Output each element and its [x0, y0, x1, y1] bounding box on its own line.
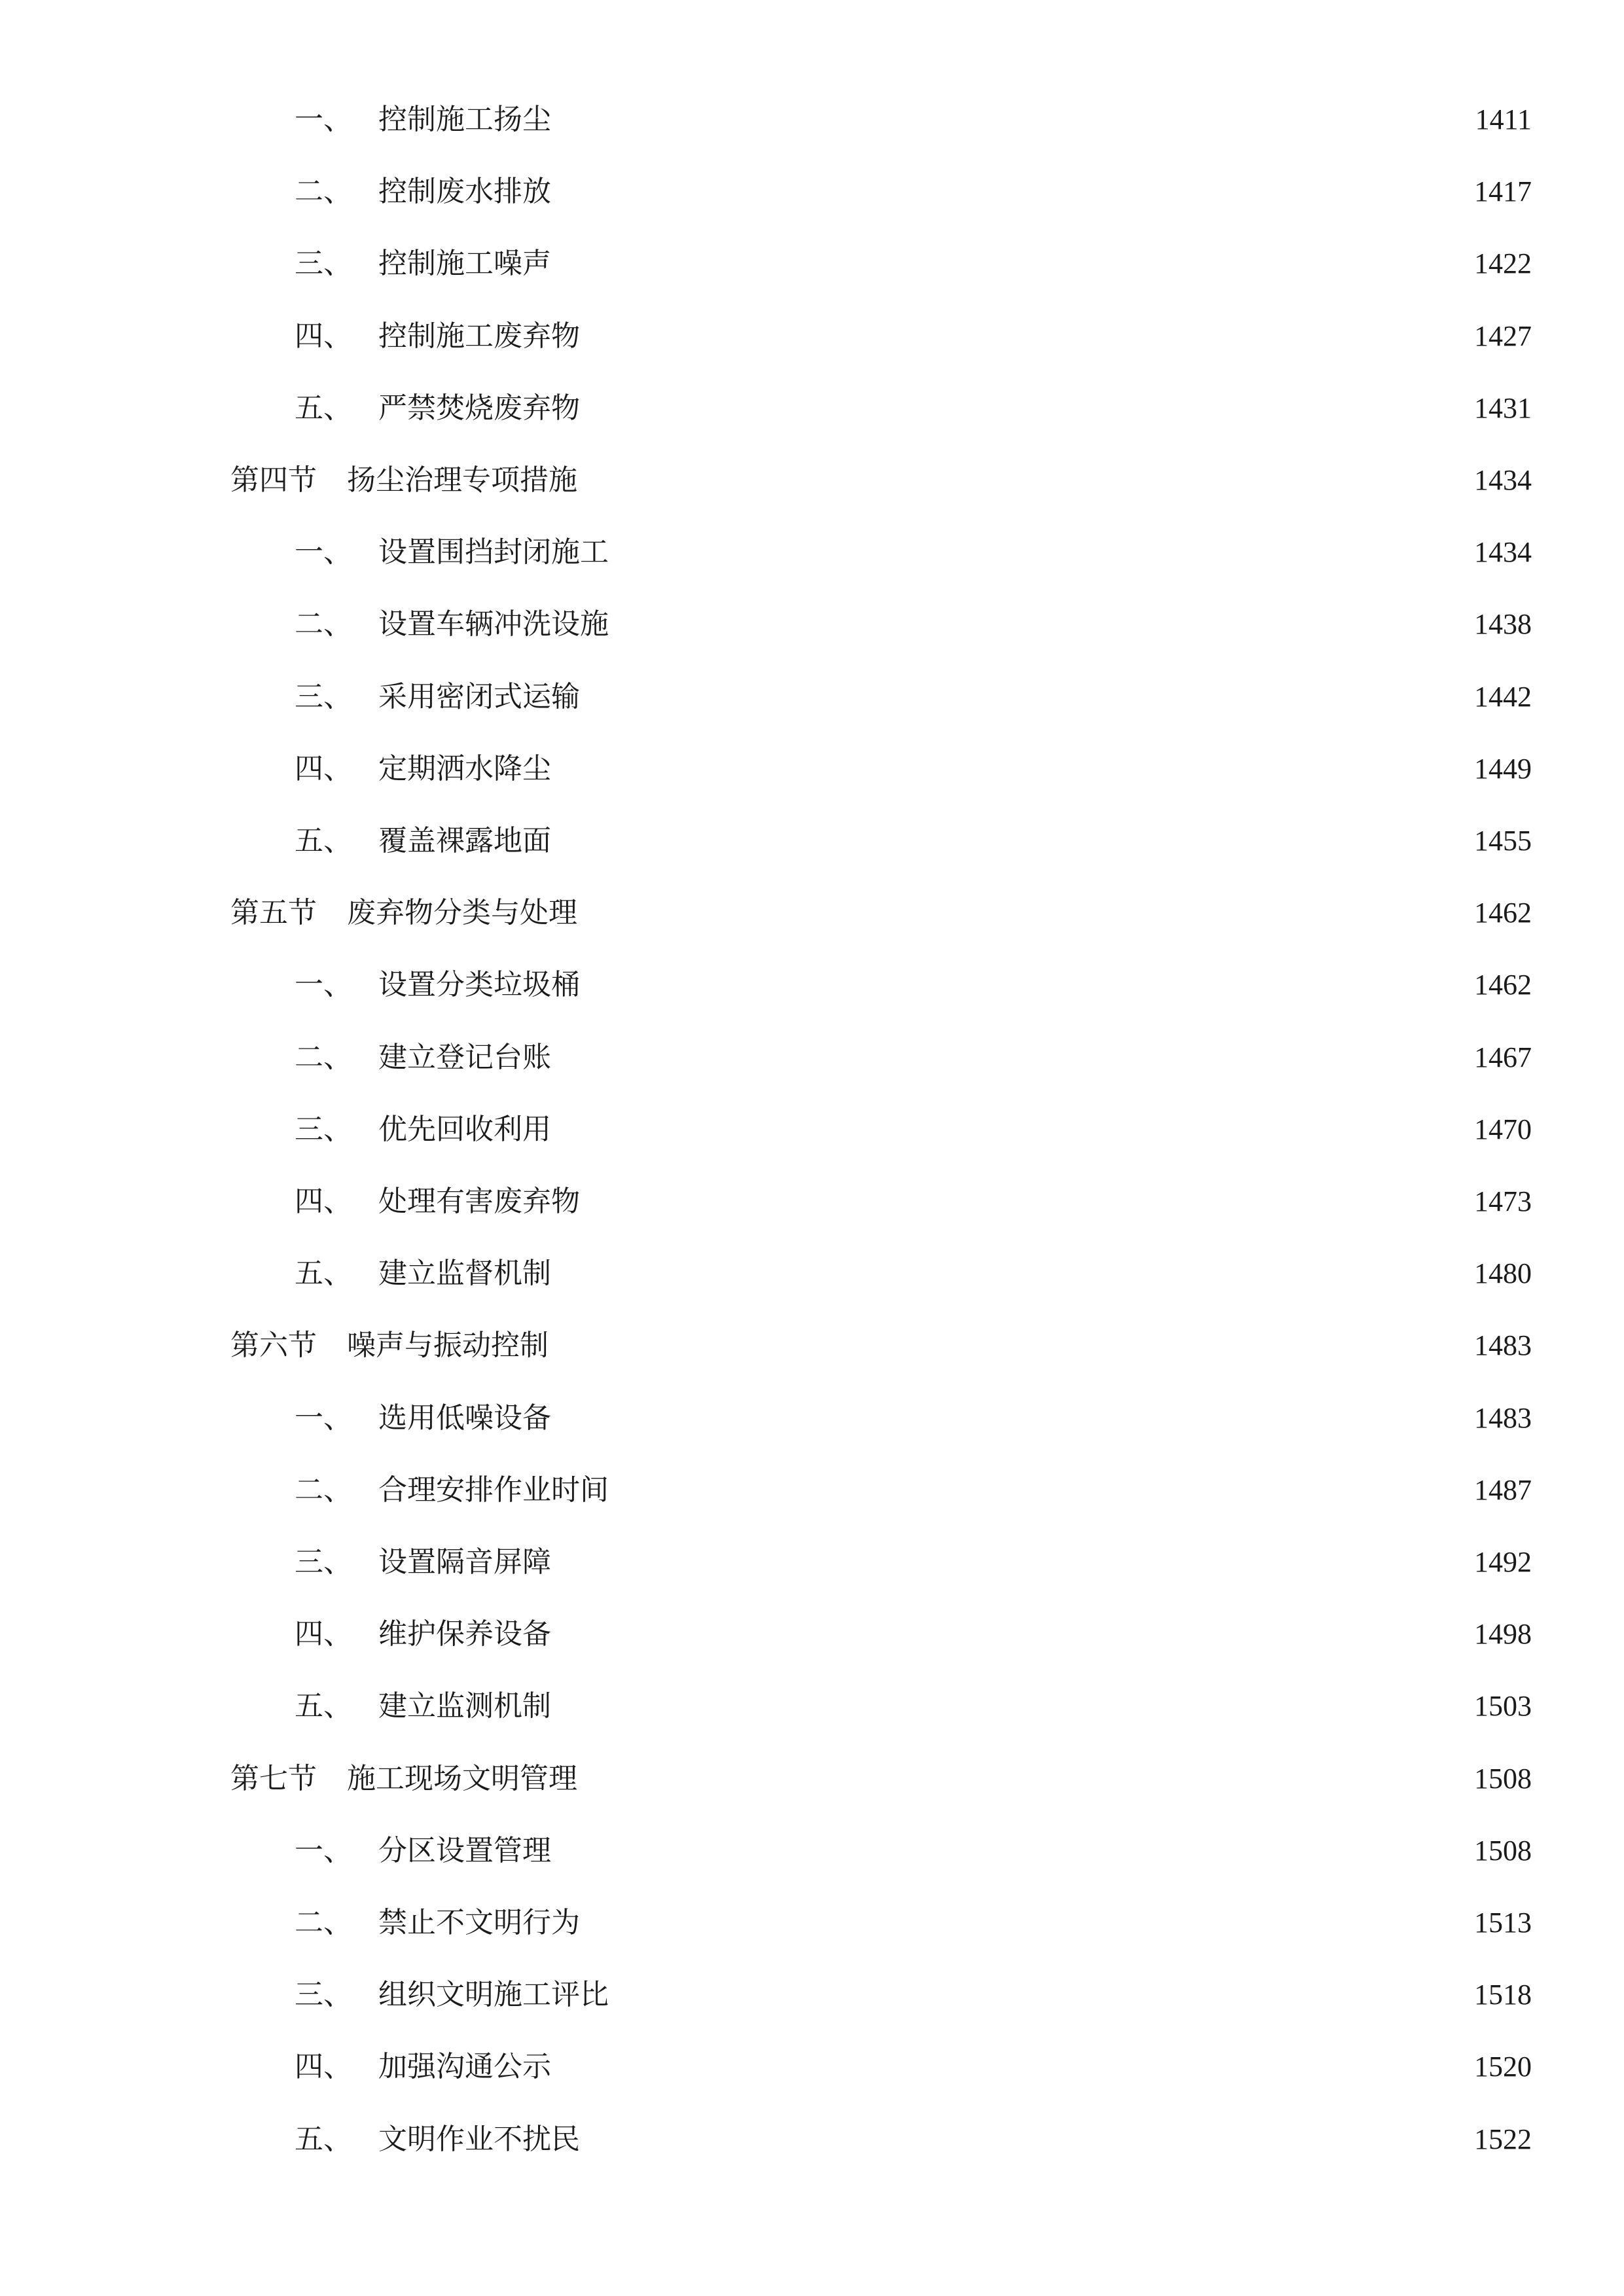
- toc-dot-leader: [555, 1404, 1461, 1433]
- toc-subsection-entry[interactable]: [295, 1094, 1532, 1166]
- toc-dot-leader: [555, 827, 1461, 855]
- toc-dot-leader: [555, 755, 1461, 783]
- toc-entry-title: 控制施工噪声: [378, 247, 551, 280]
- toc-entry-page-number: 1508: [1474, 1835, 1532, 1867]
- toc-dot-leader: [584, 2125, 1461, 2154]
- toc-entry-page-number: 1513: [1474, 1907, 1532, 1939]
- toc-entry-page-number: 1422: [1474, 247, 1532, 279]
- toc-entry-page-number: 1467: [1474, 1041, 1532, 1073]
- toc-entry-title: 建立登记台账: [378, 1041, 551, 1074]
- toc-entry-number: 第七节: [230, 1762, 317, 1795]
- toc-dot-leader: [613, 1981, 1461, 2009]
- toc-dot-leader: [555, 105, 1462, 134]
- toc-dot-leader: [555, 1692, 1461, 1721]
- toc-entry-title: 严禁焚烧废弃物: [378, 391, 580, 425]
- toc-subsection-entry[interactable]: [295, 1598, 1532, 1670]
- toc-entry-title: 组织文明施工评比: [378, 1978, 609, 2011]
- toc-dot-leader: [584, 322, 1461, 351]
- toc-entry-title: 施工现场文明管理: [347, 1762, 577, 1795]
- toc-entry-number: 五、: [295, 1689, 352, 1723]
- toc-entry-number: 三、: [295, 1545, 352, 1579]
- toc-entry-title: 处理有害废弃物: [378, 1185, 580, 1218]
- toc-subsection-entry[interactable]: [295, 949, 1532, 1021]
- toc-dot-leader: [584, 971, 1461, 999]
- toc-subsection-entry[interactable]: [295, 1166, 1532, 1238]
- toc-subsection-entry[interactable]: [295, 805, 1532, 877]
- toc-entry-page-number: 1462: [1474, 969, 1532, 1001]
- toc-subsection-entry[interactable]: [295, 588, 1532, 660]
- toc-entry-number: 五、: [295, 391, 352, 425]
- toc-dot-leader: [555, 1548, 1461, 1577]
- toc-entry-title: 扬尘治理专项措施: [347, 463, 577, 497]
- toc-subsection-entry[interactable]: [295, 2104, 1532, 2176]
- toc-dot-leader: [584, 683, 1461, 711]
- toc-dot-leader: [613, 610, 1461, 639]
- toc-dot-leader: [555, 177, 1461, 206]
- toc-entry-number: 三、: [295, 1113, 352, 1146]
- toc-entry-page-number: 1470: [1474, 1113, 1532, 1145]
- toc-entry-number: 四、: [295, 752, 352, 785]
- toc-entry-page-number: 1455: [1474, 825, 1532, 857]
- toc-subsection-entry[interactable]: [295, 1887, 1532, 1959]
- toc-entry-page-number: 1498: [1474, 1618, 1532, 1650]
- toc-entry-number: 二、: [295, 1041, 352, 1074]
- toc-subsection-entry[interactable]: [295, 661, 1532, 733]
- toc-dot-leader: [581, 1765, 1461, 1793]
- toc-entry-title: 设置分类垃圾桶: [378, 968, 580, 1001]
- toc-entry-title: 建立监测机制: [378, 1689, 551, 1723]
- toc-entry-page-number: 1431: [1474, 392, 1532, 424]
- toc-dot-leader: [555, 2053, 1461, 2081]
- toc-entry-number: 二、: [295, 1473, 352, 1507]
- toc-dot-leader: [581, 899, 1461, 927]
- toc-dot-leader: [613, 538, 1461, 567]
- toc-entry-number: 五、: [295, 824, 352, 857]
- toc-dot-leader: [555, 1115, 1461, 1144]
- toc-entry-page-number: 1442: [1474, 681, 1532, 713]
- toc-entry-number: 第四节: [230, 463, 317, 497]
- toc-entry-number: 五、: [295, 1257, 352, 1290]
- toc-entry-title: 建立监督机制: [378, 1257, 551, 1290]
- toc-entry-page-number: 1449: [1474, 753, 1532, 785]
- toc-entry-page-number: 1518: [1474, 1979, 1532, 2011]
- toc-entry-number: 一、: [295, 535, 352, 569]
- toc-dot-leader: [581, 466, 1461, 495]
- toc-entry-title: 噪声与振动控制: [347, 1329, 549, 1362]
- toc-entry-number: 第六节: [230, 1329, 317, 1362]
- toc-entry-title: 定期洒水降尘: [378, 752, 551, 785]
- toc-entry-number: 三、: [295, 680, 352, 713]
- toc-entry-number: 二、: [295, 607, 352, 641]
- toc-entry-number: 三、: [295, 247, 352, 280]
- toc-entry-number: 一、: [295, 1834, 352, 1867]
- toc-dot-leader: [555, 1620, 1461, 1649]
- toc-entry-number: 四、: [295, 2050, 352, 2083]
- toc-subsection-entry[interactable]: [295, 1959, 1532, 2031]
- toc-entry-number: 一、: [295, 968, 352, 1001]
- toc-entry-title: 设置车辆冲洗设施: [378, 607, 609, 641]
- toc-section-entry[interactable]: [230, 444, 1532, 516]
- toc-dot-leader: [555, 1043, 1461, 1072]
- toc-entry-number: 第五节: [230, 896, 317, 929]
- toc-section-entry[interactable]: [230, 1310, 1532, 1382]
- toc-entry-title: 合理安排作业时间: [378, 1473, 609, 1507]
- toc-entry-page-number: 1438: [1474, 608, 1532, 640]
- toc-entry-number: 四、: [295, 319, 352, 353]
- toc-entry-title: 覆盖裸露地面: [378, 824, 551, 857]
- toc-entry-page-number: 1483: [1474, 1402, 1532, 1434]
- toc-subsection-entry[interactable]: [295, 1815, 1532, 1887]
- toc-entry-page-number: 1487: [1474, 1474, 1532, 1506]
- toc-entry-title: 加强沟通公示: [378, 2050, 551, 2083]
- toc-entry-number: 四、: [295, 1185, 352, 1218]
- toc-entry-number: 五、: [295, 2123, 352, 2156]
- toc-entry-number: 一、: [295, 103, 352, 136]
- toc-entry-page-number: 1427: [1474, 320, 1532, 352]
- toc-dot-leader: [555, 1837, 1461, 1865]
- toc-entry-title: 控制废水排放: [378, 175, 551, 208]
- toc-entry-title: 废弃物分类与处理: [347, 896, 577, 929]
- toc-entry-number: 二、: [295, 175, 352, 208]
- toc-dot-leader: [555, 1259, 1461, 1288]
- toc-entry-title: 控制施工扬尘: [378, 103, 551, 136]
- toc-subsection-entry[interactable]: [295, 1022, 1532, 1094]
- toc-section-entry[interactable]: [230, 1743, 1532, 1815]
- toc-entry-title: 文明作业不扰民: [378, 2123, 580, 2156]
- toc-subsection-entry[interactable]: [295, 2031, 1532, 2103]
- toc-subsection-entry[interactable]: [295, 1526, 1532, 1598]
- toc-subsection-entry[interactable]: [295, 1454, 1532, 1526]
- toc-entry-page-number: 1473: [1474, 1185, 1532, 1217]
- toc-entry-page-number: 1508: [1474, 1763, 1532, 1795]
- toc-entry-page-number: 1492: [1474, 1546, 1532, 1578]
- toc-subsection-entry[interactable]: [295, 156, 1532, 228]
- toc-subsection-entry[interactable]: [295, 84, 1532, 156]
- toc-dot-leader: [584, 394, 1461, 423]
- toc-entry-page-number: 1522: [1474, 2123, 1532, 2155]
- toc-entry-title: 禁止不文明行为: [378, 1906, 580, 1939]
- toc-entry-title: 控制施工废弃物: [378, 319, 580, 353]
- toc-subsection-entry[interactable]: [295, 1382, 1532, 1454]
- toc-entry-number: 三、: [295, 1978, 352, 2011]
- toc-subsection-entry[interactable]: [295, 372, 1532, 444]
- toc-entry-title: 分区设置管理: [378, 1834, 551, 1867]
- toc-subsection-entry[interactable]: [295, 228, 1532, 300]
- toc-subsection-entry[interactable]: [295, 1670, 1532, 1742]
- toc-entry-page-number: 1434: [1474, 464, 1532, 496]
- toc-entry-title: 维护保养设备: [378, 1617, 551, 1651]
- toc-entry-page-number: 1503: [1474, 1690, 1532, 1722]
- toc-dot-leader: [584, 1909, 1461, 1937]
- toc-entry-title: 优先回收利用: [378, 1113, 551, 1146]
- toc-dot-leader: [552, 1331, 1461, 1360]
- toc-dot-leader: [613, 1476, 1461, 1505]
- toc-entry-page-number: 1411: [1475, 103, 1532, 135]
- toc-subsection-entry[interactable]: [295, 516, 1532, 588]
- toc-dot-leader: [555, 249, 1461, 278]
- toc-entry-number: 二、: [295, 1906, 352, 1939]
- toc-entry-page-number: 1434: [1474, 536, 1532, 568]
- toc-entry-title: 选用低噪设备: [378, 1401, 551, 1435]
- toc-entry-number: 一、: [295, 1401, 352, 1435]
- toc-entry-title: 设置隔音屏障: [378, 1545, 551, 1579]
- toc-entry-page-number: 1417: [1474, 175, 1532, 207]
- toc-subsection-entry[interactable]: [295, 300, 1532, 372]
- toc-subsection-entry[interactable]: [295, 733, 1532, 805]
- toc-dot-leader: [584, 1187, 1461, 1216]
- toc-entry-title: 采用密闭式运输: [378, 680, 580, 713]
- toc-entry-page-number: 1480: [1474, 1257, 1532, 1289]
- toc-entry-number: 四、: [295, 1617, 352, 1651]
- toc-entry-page-number: 1462: [1474, 897, 1532, 929]
- toc-entry-title: 设置围挡封闭施工: [378, 535, 609, 569]
- toc-subsection-entry[interactable]: [295, 1238, 1532, 1310]
- toc-entry-page-number: 1483: [1474, 1329, 1532, 1361]
- toc-section-entry[interactable]: [230, 877, 1532, 949]
- toc-entry-page-number: 1520: [1474, 2051, 1532, 2083]
